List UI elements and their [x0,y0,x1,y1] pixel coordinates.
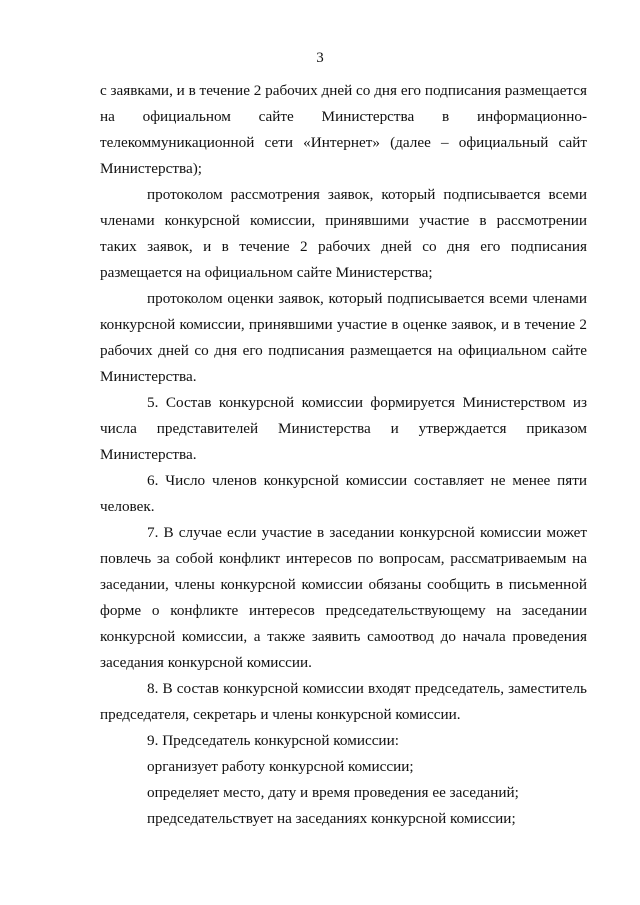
page-number: 3 [316,50,324,66]
paragraph-continuation: с заявками, и в течение 2 рабочих дней со дня его подписания размещается на официальном сайте Министерства в информационно-телекоммуникационной сети «Интернет» (далее – официальный сайт Министерства); [100,82,587,177]
paragraph-duty-organizes: организует работу конкурсной комиссии; [147,758,414,775]
paragraph-item-8: 8. В состав конкурсной комиссии входят председатель, заместитель председателя, секретарь и члены конкурсной комиссии. [100,680,587,723]
document-body [100,78,587,832]
paragraph-review-protocol: протоколом рассмотрения заявок, который подписывается всеми членами конкурсной комиссии, принявшими участие в рассмотрении таких заявок, и в течение 2 рабочих дней со дня его подписания размещается на официальном сайте Министерства; [100,186,587,281]
paragraph-item-5: 5. Состав конкурсной комиссии формируется Министерством из числа представителей Министерства и утверждается приказом Министерства. [100,394,587,463]
paragraph-item-7: 7. В случае если участие в заседании конкурсной комиссии может повлечь за собой конфликт интересов по вопросам, рассматриваемым на заседании, члены конкурсной комиссии обязаны сообщить в письменной форме о конфликте интересов председательствующему на заседании конкурсной комиссии, а также заявить самоотвод до начала проведения заседания конкурсной комиссии. [100,524,587,671]
paragraph-item-6: 6. Число членов конкурсной комиссии составляет не менее пяти человек. [100,472,587,515]
paragraph-duty-schedules: определяет место, дату и время проведения ее заседаний; [147,784,519,801]
paragraph-evaluation-protocol: протоколом оценки заявок, который подписывается всеми членами конкурсной комиссии, принявшими участие в оценке заявок, и в течение 2 рабочих дней со дня его подписания размещается на официальном сайте Министерства. [100,290,587,385]
paragraph-duty-chairs: председательствует на заседаниях конкурсной комиссии; [147,810,516,827]
paragraph-item-9: 9. Председатель конкурсной комиссии: [147,732,399,749]
